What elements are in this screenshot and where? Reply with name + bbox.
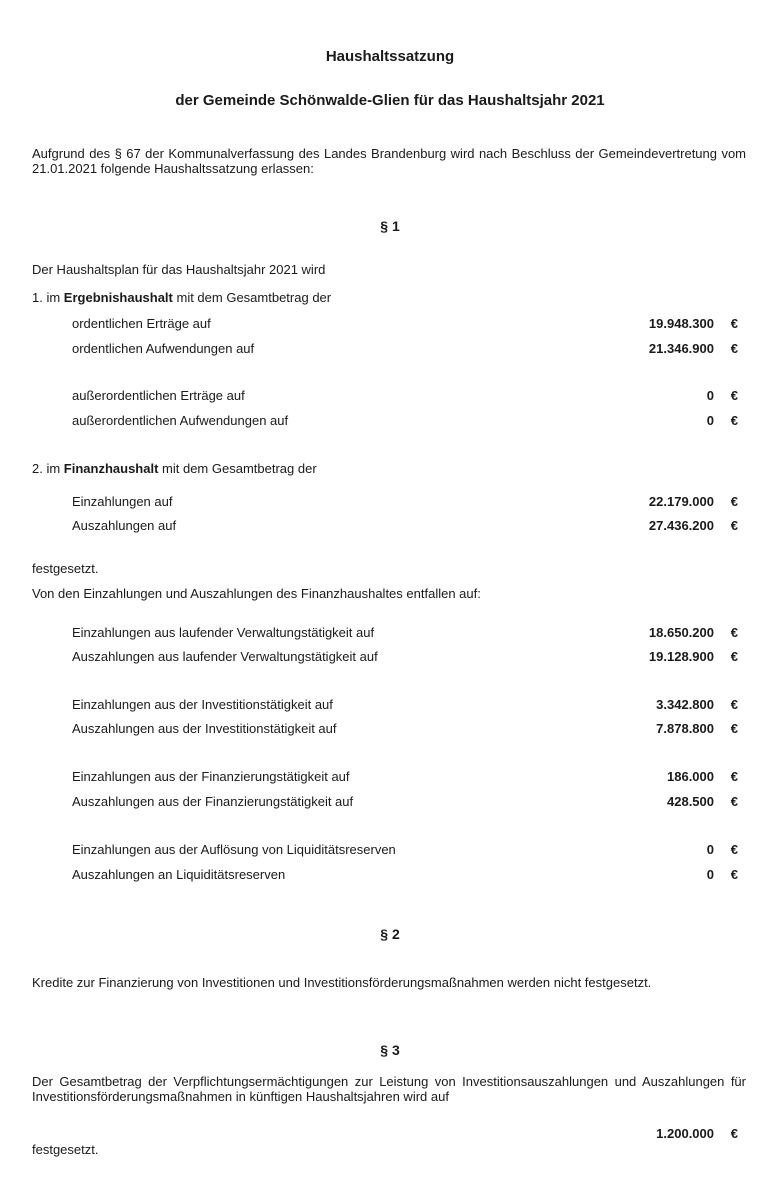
row-amount: 0 [706, 388, 714, 403]
row-amount: 27.436.200 [648, 518, 714, 533]
row-label: außerordentlichen Erträge auf [72, 388, 245, 403]
currency-symbol: € [730, 1126, 738, 1141]
currency-symbol: € [730, 769, 738, 784]
row-label: Einzahlungen auf [72, 494, 173, 509]
currency-symbol: € [730, 697, 738, 712]
finanzhaushalt-term: Finanzhaushalt [63, 461, 159, 476]
section-1-sub-lead: Von den Einzahlungen und Auszahlungen des Finanzhaushaltes entfallen auf: [32, 586, 481, 601]
row-label: Einzahlungen aus der Investitionstätigkeit auf [72, 697, 333, 712]
section-3-amount: 1.200.000 [656, 1126, 714, 1141]
ergebnishaushalt-term: Ergebnishaushalt [63, 290, 173, 305]
row-label: Auszahlungen aus der Finanzierungstätigkeit auf [72, 794, 354, 809]
section-2-text: Kredite zur Finanzierung von Investitionen und Investitionsförderungsmaßnahmen werden nicht festgesetzt. [32, 975, 652, 990]
currency-symbol: € [730, 316, 738, 331]
currency-symbol: € [730, 494, 738, 509]
currency-symbol: € [730, 625, 738, 640]
row-amount: 18.650.200 [648, 625, 714, 640]
row-amount: 7.878.800 [656, 721, 714, 736]
row-amount: 22.179.000 [648, 494, 714, 509]
row-label: Einzahlungen aus laufender Verwaltungstätigkeit auf [72, 625, 375, 640]
row-amount: 0 [706, 842, 714, 857]
row-label: Auszahlungen auf [72, 518, 177, 533]
document-title: Haushaltssatzung [325, 48, 455, 65]
currency-symbol: € [730, 388, 738, 403]
section-1-lead: Der Haushaltsplan für das Haushaltsjahr 2021 wird [32, 262, 326, 277]
row-label: ordentlichen Aufwendungen auf [72, 341, 255, 356]
section-2-heading: § 2 [380, 926, 400, 942]
row-label: Auszahlungen an Liquiditätsreserven [72, 867, 286, 882]
finanzhaushalt-line: 2. im Finanzhaushalt mit dem Gesamtbetrag der [32, 461, 317, 476]
festgesetzt-text: festgesetzt. [32, 561, 99, 576]
row-label: Einzahlungen aus der Auflösung von Liquiditätsreserven [72, 842, 396, 857]
row-label: ordentlichen Erträge auf [72, 316, 211, 331]
row-amount: 186.000 [667, 769, 714, 784]
currency-symbol: € [730, 649, 738, 664]
row-amount: 19.128.900 [648, 649, 714, 664]
document-subtitle: der Gemeinde Schönwalde-Glien für das Haushaltsjahr 2021 [175, 92, 605, 109]
ergebnishaushalt-line: 1. im Ergebnishaushalt mit dem Gesamtbetrag der [32, 290, 332, 305]
currency-symbol: € [730, 518, 738, 533]
section-3-heading: § 3 [380, 1042, 400, 1058]
row-amount: 0 [706, 867, 714, 882]
row-amount: 0 [706, 413, 714, 428]
row-amount: 3.342.800 [656, 697, 714, 712]
row-amount: 428.500 [667, 794, 714, 809]
row-label: Einzahlungen aus der Finanzierungstätigkeit auf [72, 769, 350, 784]
currency-symbol: € [730, 721, 738, 736]
currency-symbol: € [730, 341, 738, 356]
section-3-festgesetzt: festgesetzt. [32, 1142, 99, 1157]
currency-symbol: € [730, 794, 738, 809]
row-label: Auszahlungen aus der Investitionstätigkeit auf [72, 721, 337, 736]
section-3-text: Der Gesamtbetrag der Verpflichtungsermächtigungen zur Leistung von Investitionsauszahlungen und Auszahlungen für Investitionsförderungsmaßnahmen in künftigen Haushaltsjahren wird auf [32, 1074, 746, 1104]
row-amount: 21.346.900 [648, 341, 714, 356]
row-amount: 19.948.300 [648, 316, 714, 331]
currency-symbol: € [730, 413, 738, 428]
row-label: Auszahlungen aus laufender Verwaltungstätigkeit auf [72, 649, 378, 664]
section-1-heading: § 1 [380, 218, 400, 234]
intro-paragraph: Aufgrund des § 67 der Kommunalverfassung des Landes Brandenburg wird nach Beschluss der Gemeindevertretung vom 21.01.2021 folgende Haushaltssatzung erlassen: [32, 146, 746, 176]
row-label: außerordentlichen Aufwendungen auf [72, 413, 289, 428]
currency-symbol: € [730, 867, 738, 882]
currency-symbol: € [730, 842, 738, 857]
